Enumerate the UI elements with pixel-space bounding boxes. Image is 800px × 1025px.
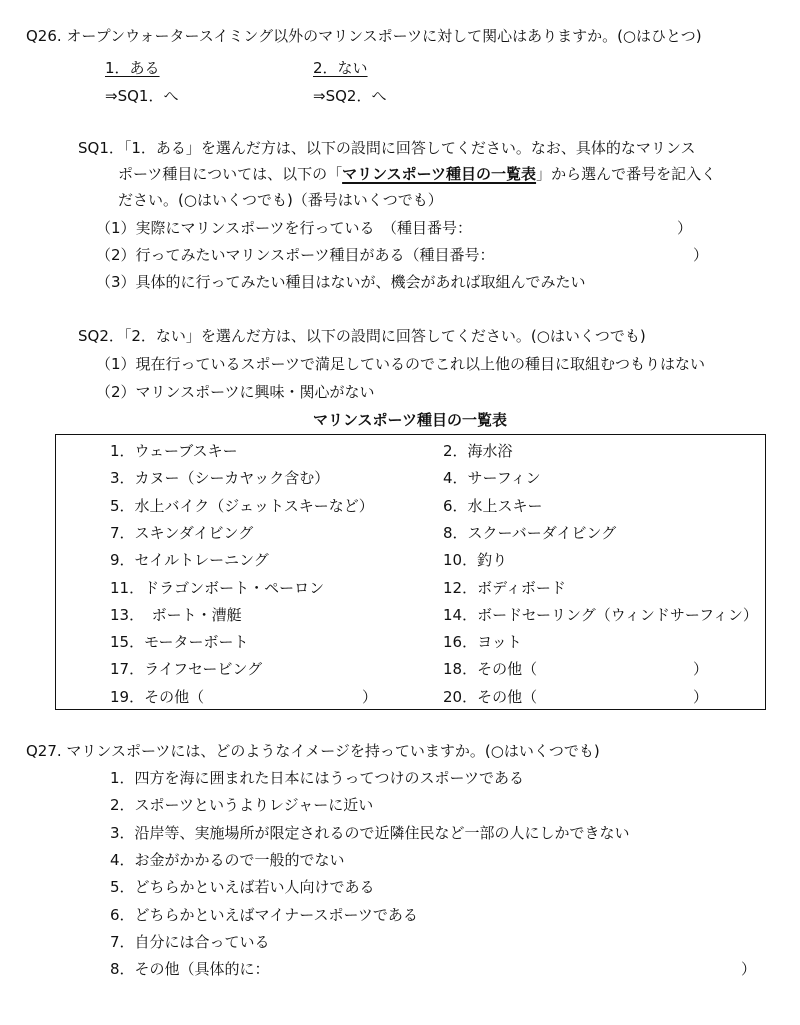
item-list-right-entry: 6．水上スキー — [443, 496, 543, 515]
item-list-other-close: ） — [693, 687, 709, 706]
item-list-right-entry: 16．ヨット — [443, 633, 522, 652]
item-list-other-close: ） — [693, 660, 709, 679]
q27-question: Q27. マリンスポーツには、どのようなイメージを持っていますか。(○はいくつでも) — [26, 742, 600, 760]
sq1-instruction-line2 — [118, 164, 716, 184]
sq1-instruction-line3: ださい。(○はいくつでも)（番号はいくつでも） — [118, 191, 443, 209]
sq1-item-1[interactable]: （1）実際にマリンスポーツを行っている （種目番号： — [96, 219, 472, 237]
sq1-item-1-close: ） — [677, 219, 693, 237]
q27-option[interactable]: 8．その他（具体的に： — [110, 960, 270, 979]
q26-option-2-route: ⇒SQ2．へ — [313, 87, 387, 105]
item-list-left-entry: 7．スキンダイビング — [110, 523, 254, 542]
q27-option[interactable]: 1．四方を海に囲まれた日本にはうってつけのスポーツである — [110, 769, 524, 787]
item-list-left-entry: 9．セイルトレーニング — [110, 551, 269, 570]
sq1-item-3[interactable]: （3）具体的に行ってみたい種目はないが、機会があれば取組んでみたい — [96, 273, 586, 291]
item-list-left-entry: 1．ウェーブスキー — [110, 442, 238, 460]
sq1-line2-post: 」から選んで番号を記入く — [536, 165, 717, 183]
item-list-left-entry: 19．その他（ — [110, 687, 205, 706]
q27-option[interactable]: 3．沿岸等、実施場所が限定されるので近隣住民など一部の人にしかできない — [110, 823, 630, 842]
item-list-reference: マリンスポーツ種目の一覧表 — [342, 165, 537, 183]
q27-option[interactable]: 6．どちらかといえばマイナースポーツである — [110, 905, 418, 924]
item-list-other-close: ） — [362, 687, 378, 706]
item-list-left-entry: 5．水上バイク（ジェットスキーなど） — [110, 496, 374, 515]
sq2-item-1[interactable]: （1）現在行っているスポーツで満足しているのでこれ以上他の種目に取組むつもりはない — [96, 355, 705, 373]
q27-option[interactable]: 5．どちらかといえば若い人向けである — [110, 878, 375, 897]
sq1-instruction-line1: SQ1．「1．ある」を選んだ方は、以下の設問に回答してください。なお、具体的なマリンス — [78, 139, 696, 157]
sq2-instruction: SQ2．「2．ない」を選んだ方は、以下の設問に回答してください。(○はいくつでも) — [78, 327, 646, 345]
item-list-right-entry: 8．スクーバーダイビング — [443, 523, 617, 542]
item-list-left-entry: 15．モーターボート — [110, 633, 249, 652]
q27-other-close: ） — [741, 960, 757, 979]
sq1-line2-pre: ポーツ種目については、以下の「 — [118, 165, 343, 183]
item-list-right-entry: 4．サーフィン — [443, 469, 541, 488]
q26-option-1[interactable]: 1．ある — [105, 59, 160, 77]
sq1-item-2-close: ） — [693, 246, 709, 264]
item-list-left-entry: 11．ドラゴンボート・ペーロン — [110, 578, 325, 597]
item-list-left-entry: 17．ライフセービング — [110, 660, 263, 679]
q27-option[interactable]: 4．お金がかかるので一般的でない — [110, 850, 345, 869]
sq1-item-2[interactable]: （2）行ってみたいマリンスポーツ種目がある（種目番号： — [96, 246, 495, 264]
sq2-item-2[interactable]: （2）マリンスポーツに興味・関心がない — [96, 383, 375, 401]
item-list-right-entry: 14．ボードセーリング（ウィンドサーフィン） — [443, 605, 758, 624]
item-list-left-entry: 13． ボート・漕艇 — [110, 605, 242, 624]
q27-option[interactable]: 2．スポーツというよりレジャーに近い — [110, 796, 374, 815]
item-list-right-entry: 18．その他（ — [443, 660, 538, 679]
q26-question: Q26. オープンウォータースイミング以外のマリンスポーツに対して関心はありますか。(○はひとつ) — [26, 27, 702, 45]
q27-option[interactable]: 7．自分には合っている — [110, 932, 270, 951]
item-list-right-entry: 20．その他（ — [443, 687, 538, 706]
item-list-right-entry: 12．ボディボード — [443, 578, 566, 597]
item-list-left-entry: 3．カヌー（シーカヤック含む） — [110, 469, 330, 488]
item-list-title: マリンスポーツ種目の一覧表 — [313, 411, 507, 429]
q26-option-2[interactable]: 2．ない — [313, 59, 368, 77]
item-list-right-entry: 10．釣り — [443, 551, 508, 570]
item-list-right-entry: 2．海水浴 — [443, 442, 513, 460]
q26-option-1-route: ⇒SQ1．へ — [105, 87, 179, 105]
